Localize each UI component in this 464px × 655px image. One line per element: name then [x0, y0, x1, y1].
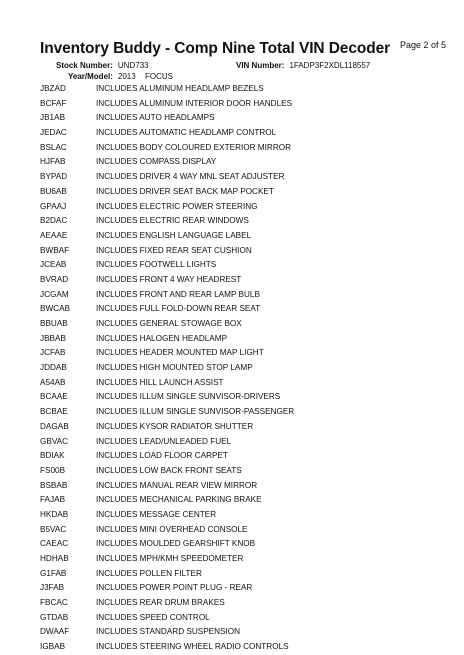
option-description: INCLUDES COMPASS DISPLAY: [96, 157, 217, 167]
option-row: [40, 640, 440, 655]
option-row: [40, 200, 440, 215]
option-code: DAGAB: [40, 421, 69, 431]
option-code: JCFAB: [40, 348, 66, 358]
option-description: INCLUDES FRONT 4 WAY HEADREST: [96, 274, 242, 284]
option-description: INCLUDES DRIVER 4 WAY MNL SEAT ADJUSTER: [96, 172, 285, 182]
option-row: [40, 346, 440, 361]
option-code: BVRAD: [40, 274, 69, 284]
option-row: [40, 155, 440, 170]
option-code: G1FAB: [40, 568, 67, 578]
option-code: IGBAB: [40, 642, 66, 652]
option-row: [40, 523, 440, 538]
option-code: HJFAB: [40, 157, 66, 167]
option-code: JEDAC: [40, 128, 67, 138]
option-description: INCLUDES ELECTRIC REAR WINDOWS: [96, 216, 249, 226]
option-row: [40, 420, 440, 435]
option-code: GBVAC: [40, 436, 69, 446]
option-code: JBZAD: [40, 84, 66, 93]
option-row: [40, 449, 440, 464]
option-code: B2DAC: [40, 216, 68, 226]
option-code: CAEAC: [40, 539, 69, 549]
vin-number-label: VIN Number:: [236, 61, 285, 70]
option-row: [40, 581, 440, 596]
option-row: [40, 537, 440, 552]
option-row: [40, 97, 440, 112]
option-description: INCLUDES MECHANICAL PARKING BRAKE: [96, 495, 262, 505]
option-row: [40, 405, 440, 420]
option-description: INCLUDES AUTOMATIC HEADLAMP CONTROL: [96, 128, 277, 138]
option-description: INCLUDES ALUMINUM INTERIOR DOOR HANDLES: [96, 98, 293, 108]
year-value: 2013: [117, 72, 136, 81]
option-code: BSLAC: [40, 142, 67, 152]
option-description: INCLUDES ALUMINUM HEADLAMP BEZELS: [96, 84, 264, 93]
option-row: [40, 332, 440, 347]
option-row: [40, 435, 440, 450]
option-code: JCGAM: [40, 289, 69, 299]
option-row: [40, 82, 440, 97]
option-description: INCLUDES ENGLISH LANGUAGE LABEL: [96, 230, 252, 240]
option-row: [40, 625, 440, 640]
option-code: BCAAE: [40, 392, 68, 402]
option-code: GPAAJ: [40, 201, 67, 211]
option-row: [40, 214, 440, 229]
option-description: INCLUDES FIXED REAR SEAT CUSHION: [96, 245, 252, 255]
option-row: [40, 479, 440, 494]
option-description: INCLUDES GENERAL STOWAGE BOX: [96, 319, 242, 328]
option-code: BDIAK: [40, 451, 65, 461]
option-row: [40, 273, 440, 288]
option-description: INCLUDES POWER POINT PLUG - REAR: [96, 583, 253, 593]
option-row: [40, 244, 440, 259]
option-description: INCLUDES LOW BACK FRONT SEATS: [96, 465, 242, 475]
option-row: [40, 567, 440, 582]
option-description: INCLUDES FULL FOLD-DOWN REAR SEAT: [96, 304, 261, 314]
option-row: [40, 111, 440, 126]
vin-number: [236, 61, 370, 70]
option-description: INCLUDES MOULDED GEARSHIFT KNOB: [96, 539, 256, 549]
option-row: [40, 258, 440, 273]
option-code: JCEAB: [40, 260, 67, 270]
option-code: DWAAF: [40, 627, 70, 637]
option-code: BYPAD: [40, 172, 68, 182]
option-code: BWCAB: [40, 304, 71, 314]
page-number: Page 2 of 5: [399, 40, 446, 50]
option-code: FBCAC: [40, 598, 68, 608]
option-description: INCLUDES FRONT AND REAR LAMP BULB: [96, 289, 260, 299]
option-row: [40, 288, 440, 303]
option-row: [40, 376, 440, 391]
option-code: JBBAB: [40, 333, 66, 343]
option-code: HDHAB: [40, 554, 69, 563]
option-description: INCLUDES REAR DRUM BRAKES: [96, 598, 225, 608]
option-row: [40, 317, 440, 332]
option-code: BCBAE: [40, 407, 68, 417]
stock-number-value: UND733: [117, 61, 149, 70]
year-model: [68, 72, 136, 81]
option-code: A54AB: [40, 377, 66, 387]
option-row: [40, 390, 440, 405]
option-code: B5VAC: [40, 524, 67, 534]
stock-number: [56, 61, 149, 70]
option-description: INCLUDES LEAD/UNLEADED FUEL: [96, 436, 232, 446]
option-code: JDDAB: [40, 363, 67, 373]
option-description: INCLUDES BODY COLOURED EXTERIOR MIRROR: [96, 142, 292, 152]
option-row: [40, 185, 440, 200]
option-description: INCLUDES STANDARD SUSPENSION: [96, 627, 241, 637]
option-row: [40, 552, 440, 567]
option-description: INCLUDES ILLUM SINGLE SUNVISOR-DRIVERS: [96, 392, 281, 402]
vin-number-value: 1FADP3F2XDL118557: [289, 61, 371, 70]
option-row: [40, 596, 440, 611]
option-code: BWBAF: [40, 245, 70, 255]
option-row: [40, 229, 440, 244]
option-description: INCLUDES LOAD FLOOR CARPET: [96, 451, 228, 461]
option-description: INCLUDES SPEED CONTROL: [96, 612, 210, 622]
stock-number-label: Stock Number:: [56, 61, 113, 70]
option-description: INCLUDES ELECTRIC POWER STEERING: [96, 201, 258, 211]
option-description: INCLUDES KYSOR RADIATOR SHUTTER: [96, 421, 254, 431]
option-code: BSBAB: [40, 480, 68, 490]
option-description: INCLUDES HEADER MOUNTED MAP LIGHT: [96, 348, 264, 358]
option-row: [40, 361, 440, 376]
option-code: BBUAB: [40, 319, 68, 328]
option-code: J3FAB: [40, 583, 65, 593]
option-description: INCLUDES HILL LAUNCH ASSIST: [96, 377, 224, 387]
option-row: [40, 508, 440, 523]
option-code: JB1AB: [40, 113, 66, 123]
option-description: INCLUDES ILLUM SINGLE SUNVISOR-PASSENGER: [96, 407, 295, 417]
model-value: FOCUS: [145, 72, 173, 81]
option-description: INCLUDES MINI OVERHEAD CONSOLE: [96, 524, 248, 534]
option-code: BU6AB: [40, 186, 67, 196]
option-description: INCLUDES AUTO HEADLAMPS: [96, 113, 215, 123]
option-code: FAJAB: [40, 495, 66, 505]
option-row: [40, 170, 440, 185]
option-row: [40, 493, 440, 508]
option-code: GTDAB: [40, 612, 69, 622]
option-code: AEAAE: [40, 230, 68, 240]
option-row: [40, 464, 440, 479]
option-row: [40, 126, 440, 141]
option-row: [40, 611, 440, 626]
option-row: [40, 302, 440, 317]
option-code: BCFAF: [40, 98, 67, 108]
option-description: INCLUDES HIGH MOUNTED STOP LAMP: [96, 363, 253, 373]
year-model-label: Year/Model:: [68, 72, 113, 81]
option-description: INCLUDES POLLEN FILTER: [96, 568, 202, 578]
option-description: INCLUDES DRIVER SEAT BACK MAP POCKET: [96, 186, 274, 196]
option-code: FS00B: [40, 465, 66, 475]
option-code: HKDAB: [40, 509, 69, 519]
option-description: INCLUDES MESSAGE CENTER: [96, 509, 217, 519]
option-description: INCLUDES MANUAL REAR VIEW MIRROR: [96, 480, 258, 490]
option-description: INCLUDES STEERING WHEEL RADIO CONTROLS: [96, 642, 289, 652]
option-description: INCLUDES MPH/KMH SPEEDOMETER: [96, 554, 244, 563]
option-description: INCLUDES FOOTWELL LIGHTS: [96, 260, 217, 270]
option-list: [40, 82, 440, 655]
option-description: INCLUDES HALOGEN HEADLAMP: [96, 333, 228, 343]
option-row: [40, 141, 440, 156]
document-title: Inventory Buddy - Comp Nine Total VIN Decoder: [40, 40, 391, 57]
